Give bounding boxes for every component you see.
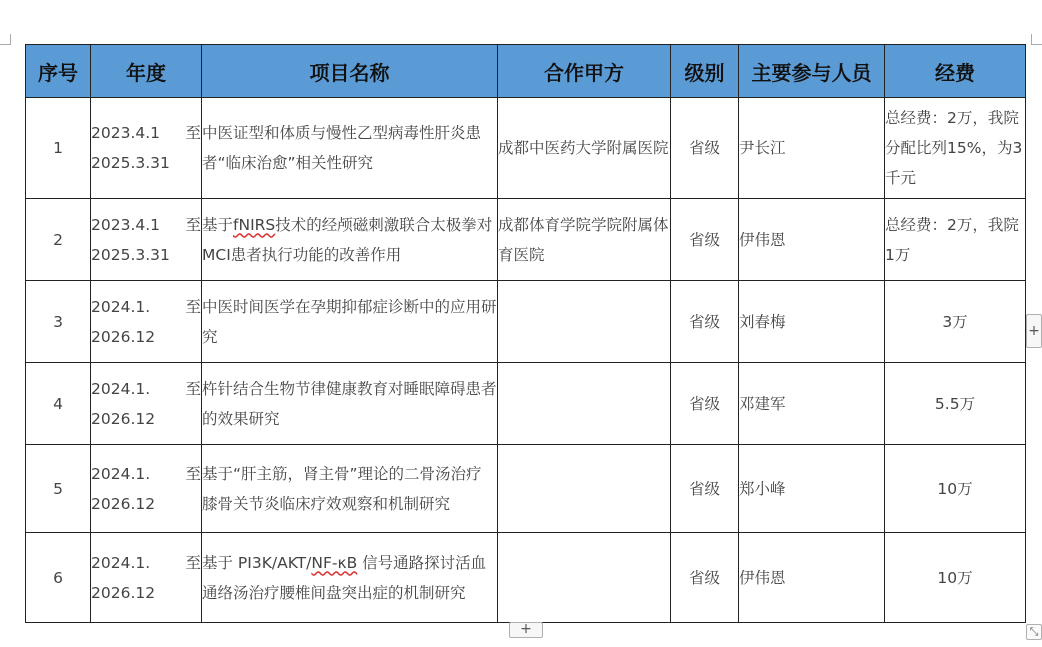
- cell-level[interactable]: 省级: [671, 281, 739, 363]
- cell-year[interactable]: [91, 445, 202, 533]
- table-resize-handle[interactable]: ⤡: [1026, 624, 1042, 640]
- cell-partner[interactable]: 成都中医药大学附属医院: [498, 98, 671, 199]
- table-row: [26, 533, 1026, 623]
- cell-funding[interactable]: 10万: [885, 533, 1026, 623]
- cell-funding[interactable]: 3万: [885, 281, 1026, 363]
- date-sep: 至: [185, 124, 201, 142]
- cell-funding[interactable]: 总经费：2万，我院1万: [885, 199, 1026, 281]
- cell-partner[interactable]: [498, 533, 671, 623]
- cell-year[interactable]: [91, 98, 202, 199]
- date-end: 2025.3.31: [91, 154, 170, 172]
- cell-partner[interactable]: [498, 363, 671, 445]
- date-end: 2026.12: [91, 327, 156, 346]
- cell-funding[interactable]: 总经费：2万，我院分配比列15%，为3千元: [885, 98, 1026, 199]
- project-table: [25, 44, 1026, 623]
- cell-level[interactable]: 省级: [671, 363, 739, 445]
- cell-year[interactable]: [91, 363, 202, 445]
- cell-person[interactable]: 尹长江: [739, 98, 885, 199]
- table-row: [26, 363, 1026, 445]
- date-sep: 至: [185, 215, 201, 234]
- table-row: [26, 199, 1026, 281]
- date-start: 2024.1.: [91, 297, 151, 316]
- date-sep: 至: [185, 553, 201, 572]
- cell-year[interactable]: [91, 281, 202, 363]
- cell-no[interactable]: 5: [26, 445, 91, 533]
- date-end: 2025.3.31: [91, 245, 170, 264]
- date-start: 2024.1.: [91, 379, 151, 398]
- cell-funding[interactable]: 5.5万: [885, 363, 1026, 445]
- name-suffix: 技术的经颅磁刺激联合太极拳对MCI患者执行功能的改善作用: [202, 215, 493, 264]
- header-level: 级别: [671, 45, 739, 98]
- name-prefix: 基于: [202, 215, 234, 234]
- cell-level[interactable]: 省级: [671, 98, 739, 199]
- cell-partner[interactable]: [498, 281, 671, 363]
- cell-funding[interactable]: 10万: [885, 445, 1026, 533]
- cell-person[interactable]: 伊伟恩: [739, 533, 885, 623]
- cell-no[interactable]: 2: [26, 199, 91, 281]
- page-corner-mark-right: [1031, 34, 1042, 45]
- cell-person[interactable]: 刘春梅: [739, 281, 885, 363]
- table-row: [26, 281, 1026, 363]
- cell-partner[interactable]: 成都体育学院学院附属体育医院: [498, 199, 671, 281]
- cell-project-name[interactable]: [202, 533, 498, 623]
- cell-year[interactable]: [91, 533, 202, 623]
- cell-person[interactable]: 郑小峰: [739, 445, 885, 533]
- add-row-button[interactable]: +: [509, 622, 543, 638]
- date-sep: 至: [185, 464, 201, 483]
- cell-person[interactable]: 邓建军: [739, 363, 885, 445]
- date-end: 2026.12: [91, 583, 156, 602]
- header-project-name: 项目名称: [202, 45, 498, 98]
- date-sep: 至: [185, 297, 201, 316]
- cell-person[interactable]: 伊伟恩: [739, 199, 885, 281]
- cell-no[interactable]: 1: [26, 98, 91, 199]
- header-year: 年度: [91, 45, 202, 98]
- table-row: [26, 445, 1026, 533]
- header-members: 主要参与人员: [739, 45, 885, 98]
- name-spellcheck-mark: NF-κB: [311, 553, 358, 572]
- date-end: 2026.12: [91, 409, 156, 428]
- cell-level[interactable]: 省级: [671, 199, 739, 281]
- date-start: 2023.4.1: [91, 215, 161, 234]
- cell-no[interactable]: 4: [26, 363, 91, 445]
- cell-project-name[interactable]: 杵针结合生物节律健康教育对睡眠障碍患者的效果研究: [202, 363, 498, 445]
- table-row: [26, 98, 1026, 199]
- cell-year[interactable]: [91, 199, 202, 281]
- name-suffix: 信号通路探讨活血通络汤治疗腰椎间盘突出症的机制研究: [202, 553, 487, 602]
- table-header-row: [26, 45, 1026, 98]
- header-funding: 经费: [885, 45, 1026, 98]
- date-start: 2024.1.: [91, 464, 151, 483]
- date-sep: 至: [185, 379, 201, 398]
- page-corner-mark-left: [0, 34, 11, 45]
- add-column-button[interactable]: +: [1026, 314, 1042, 348]
- cell-project-name[interactable]: [202, 199, 498, 281]
- cell-project-name[interactable]: 中医时间医学在孕期抑郁症诊断中的应用研究: [202, 281, 498, 363]
- cell-project-name[interactable]: 基于“肝主筋，肾主骨”理论的二骨汤治疗膝骨关节炎临床疗效观察和机制研究: [202, 445, 498, 533]
- date-start: 2023.4.1: [91, 124, 161, 142]
- name-spellcheck-mark: fNIRS: [233, 215, 276, 234]
- cell-partner[interactable]: [498, 445, 671, 533]
- cell-no[interactable]: 3: [26, 281, 91, 363]
- cell-project-name[interactable]: 中医证型和体质与慢性乙型病毒性肝炎患者“临床治愈”相关性研究: [202, 98, 498, 199]
- header-no: 序号: [26, 45, 91, 98]
- cell-level[interactable]: 省级: [671, 445, 739, 533]
- name-prefix: 基于 PI3K/AKT/: [202, 553, 312, 572]
- cell-level[interactable]: 省级: [671, 533, 739, 623]
- cell-no[interactable]: 6: [26, 533, 91, 623]
- date-end: 2026.12: [91, 494, 156, 513]
- date-start: 2024.1.: [91, 553, 151, 572]
- header-partner: 合作甲方: [498, 45, 671, 98]
